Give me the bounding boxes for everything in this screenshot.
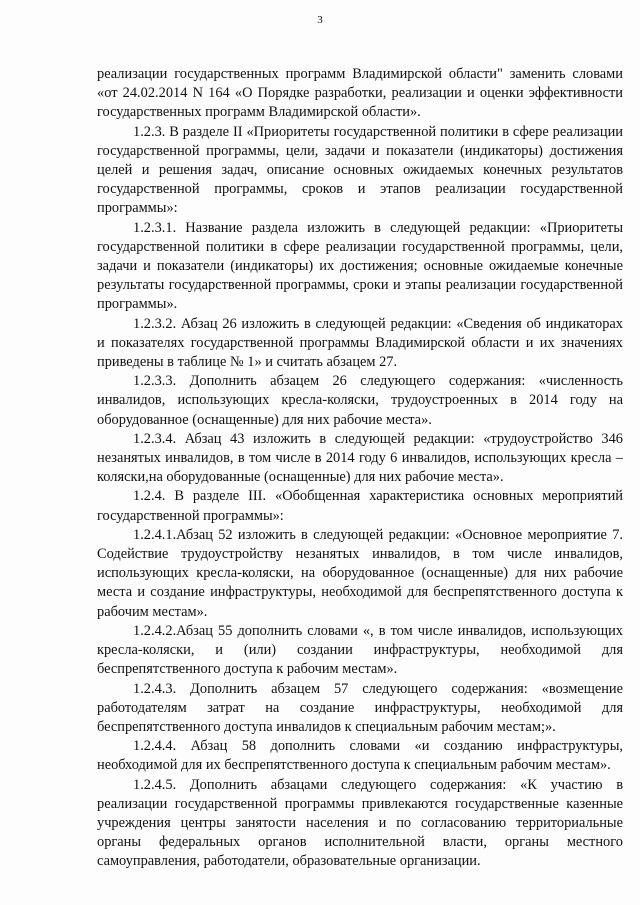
paragraph-1-2-4-4: 1.2.4.4. Абзац 58 дополнить словами «и созданию инфраструктуры, необходимой для их беспрепятственного доступа к специальным рабочим местам». [97, 738, 623, 774]
page-number: 3 [317, 14, 323, 26]
paragraph-1-2-4-2: 1.2.4.2.Абзац 55 дополнить словами «, в том числе инвалидов, использующих кресла-коляски, и (или) создании инфраструктуры, необходимой для беспрепятственного доступа к рабочим местам». [97, 622, 623, 678]
paragraph-continuation: реализации государственных программ Владимирской области" заменить словами «от 24.02.2014 N 164 «О Порядке разработки, реализации и оценки эффективности государственных программ Владимирской области». [97, 66, 623, 121]
paragraph-1-2-3-3: 1.2.3.3. Дополнить абзацем 26 следующего содержания: «численность инвалидов, использующих кресла-коляски, трудоустроенных в 2014 году на оборудованное (оснащенные) для них рабочие места». [97, 373, 623, 428]
paragraph-1-2-4: 1.2.4. В разделе III. «Обобщенная характеристика основных мероприятий государственной программы»: [97, 488, 623, 524]
paragraph-1-2-4-3: 1.2.4.3. Дополнить абзацем 57 следующего содержания: «возмещение работодателям затрат на создание инфраструктуры, необходимой для беспрепятственного доступа инвалидов к специальным рабочим местам;». [97, 680, 623, 735]
paragraph-1-2-3: 1.2.3. В разделе II «Приоритеты государственной политики в сфере реализации государственной программы, цели, задачи и показатели (индикаторы) достижения целей и решения задач, описание основных ожидаемых конечных результатов государственной программы, сроков и этапов реализации государственной программы»: [97, 123, 623, 217]
paragraph-1-2-3-1: 1.2.3.1. Название раздела изложить в следующей редакции: «Приоритеты государственной политики в сфере реализации государственной программы, цели, задачи и показатели (индикаторы) их достижения; основные ожидаемые конечные результаты государственной программы, сроки и этапы реализации государственной программы». [97, 219, 623, 313]
paragraph-1-2-3-2: 1.2.3.2. Абзац 26 изложить в следующей редакции: «Сведения об индикаторах и показателях государственной программы Владимирской области и их значениях приведены в таблице № 1» и считать абзацем 27. [97, 315, 623, 371]
document-body [97, 65, 623, 872]
paragraph-1-2-3-4: 1.2.3.4. Абзац 43 изложить в следующей редакции: «трудоустройство 346 незанятых инвалидов, в том числе в 2014 году 6 инвалидов, использующих кресла – коляски,на оборудованные (оснащенные) для них рабочие места». [97, 430, 623, 486]
paragraph-1-2-4-1: 1.2.4.1.Абзац 52 изложить в следующей редакции: «Основное мероприятие 7. Содействие трудоустройству незанятых инвалидов, в том числе инвалидов, использующих кресла-коляски, на оборудованное (оснащенные) для них рабочие места и создание инфраструктуры, необходимой для беспрепятственного доступа к рабочим местам». [97, 526, 623, 620]
paragraph-1-2-4-5: 1.2.4.5. Дополнить абзацами следующего содержания: «К участию в реализации государственной программы привлекаются государственные казенные учреждения центры занятости населения и по согласованию территориальные органы федеральных органов исполнительной власти, органы местного самоуправления, работодатели, образовательные организации. [97, 776, 623, 870]
